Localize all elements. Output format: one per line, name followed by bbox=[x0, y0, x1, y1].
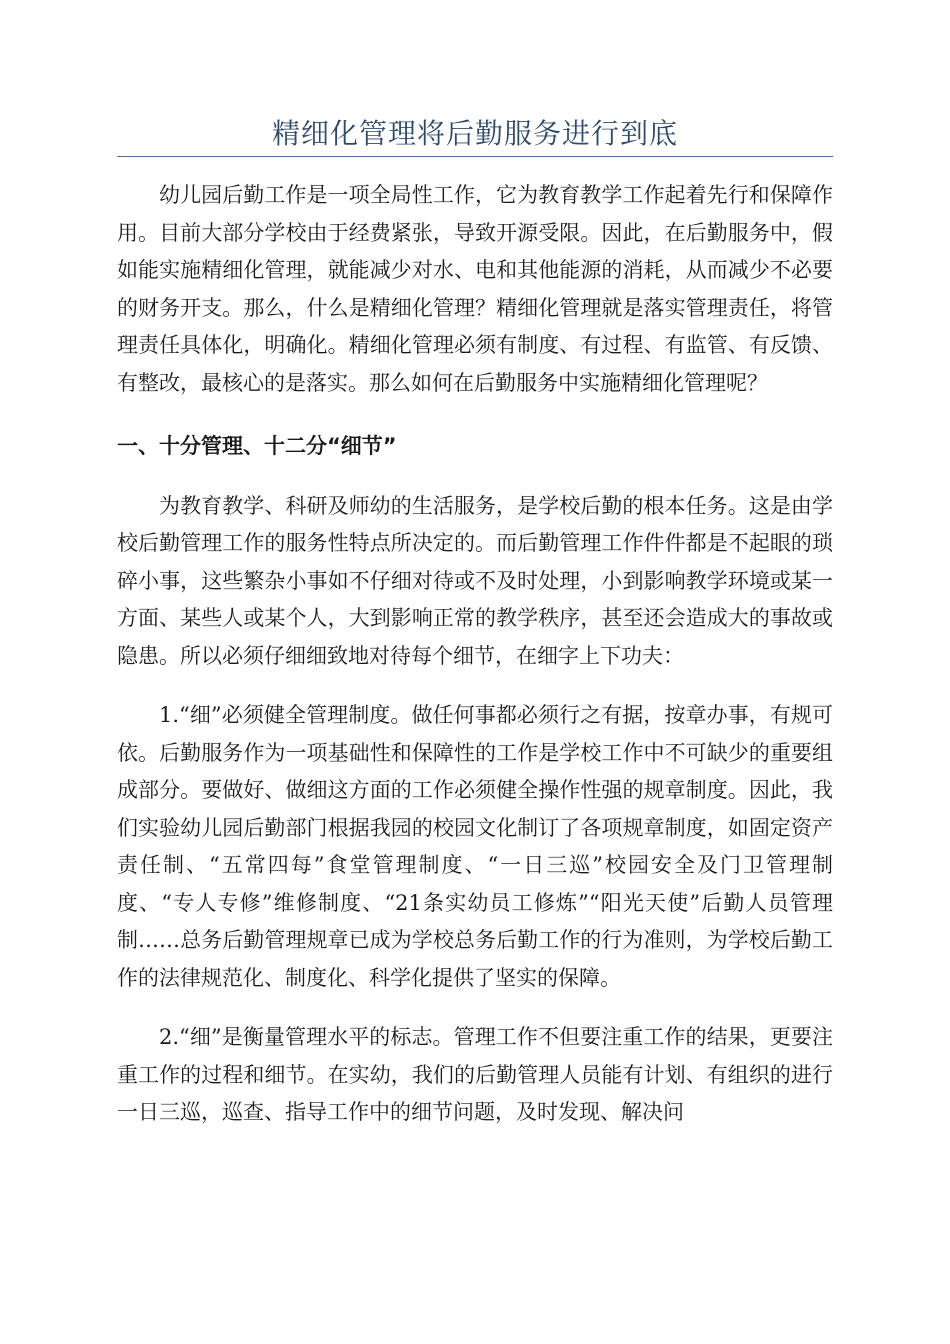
document-title: 精细化管理将后勤服务进行到底 bbox=[271, 117, 678, 150]
intro-paragraph: 幼儿园后勤工作是一项全局性工作，它为教育教学工作起着先行和保障作用。目前大部分学校由于经费紧张，导致开源受限。因此，在后勤服务中，假如能实施精细化管理，就能减少对水、电和其他能源的消耗，从而减少不必要的财务开支。那么，什么是精细化管理？精细化管理就是落实管理责任，将管理责任具体化，明确化。精细化管理必须有制度、有过程、有监管、有反馈、有整改，最核心的是落实。那么如何在后勤服务中实施精细化管理呢？ bbox=[117, 183, 833, 395]
list-item-1: 1.“细”必须健全管理制度。做任何事都必须行之有据，按章办事，有规可依。后勤服务作为一项基础性和保障性的工作是学校工作中不可缺少的重要组成部分。要做好、做细这方面的工作必须健全操作性强的规章制度。因此，我们实验幼儿园后勤部门根据我园的校园文化制订了各项规章制度，如固定资产责任制、“五常四每”食堂管理制度、“一日三巡”校园安全及门卫管理制度、“专人专修”维修制度、“21条实幼员工修炼”“阳光天使”后勤人员管理制……总务后勤管理规章已成为学校总务后勤工作的行为准则，为学校后勤工作的法律规范化、制度化、科学化提供了坚实的保障。 bbox=[117, 703, 833, 990]
title-underline bbox=[117, 156, 833, 157]
list-item-2: 2.“细”是衡量管理水平的标志。管理工作不但要注重工作的结果，更要注重工作的过程和细节。在实幼，我们的后勤管理人员能有计划、有组织的进行一日三巡，巡查、指导工作中的细节问题，及时发现、解决问 bbox=[117, 1025, 833, 1124]
section-heading: 一、十分管理、十二分“细节” bbox=[117, 434, 397, 458]
section-intro-paragraph: 为教育教学、科研及师幼的生活服务，是学校后勤的根本任务。这是由学校后勤管理工作的服务性特点所决定的。而后勤管理工作件件都是不起眼的琐碎小事，这些繁杂小事如不仔细对待或不及时处理，小到影响教学环境或某一方面、某些人或某个人，大到影响正常的教学秩序，甚至还会造成大的事故或隐患。所以必须仔细细致地对待每个细节，在细字上下功夫： bbox=[117, 493, 833, 668]
